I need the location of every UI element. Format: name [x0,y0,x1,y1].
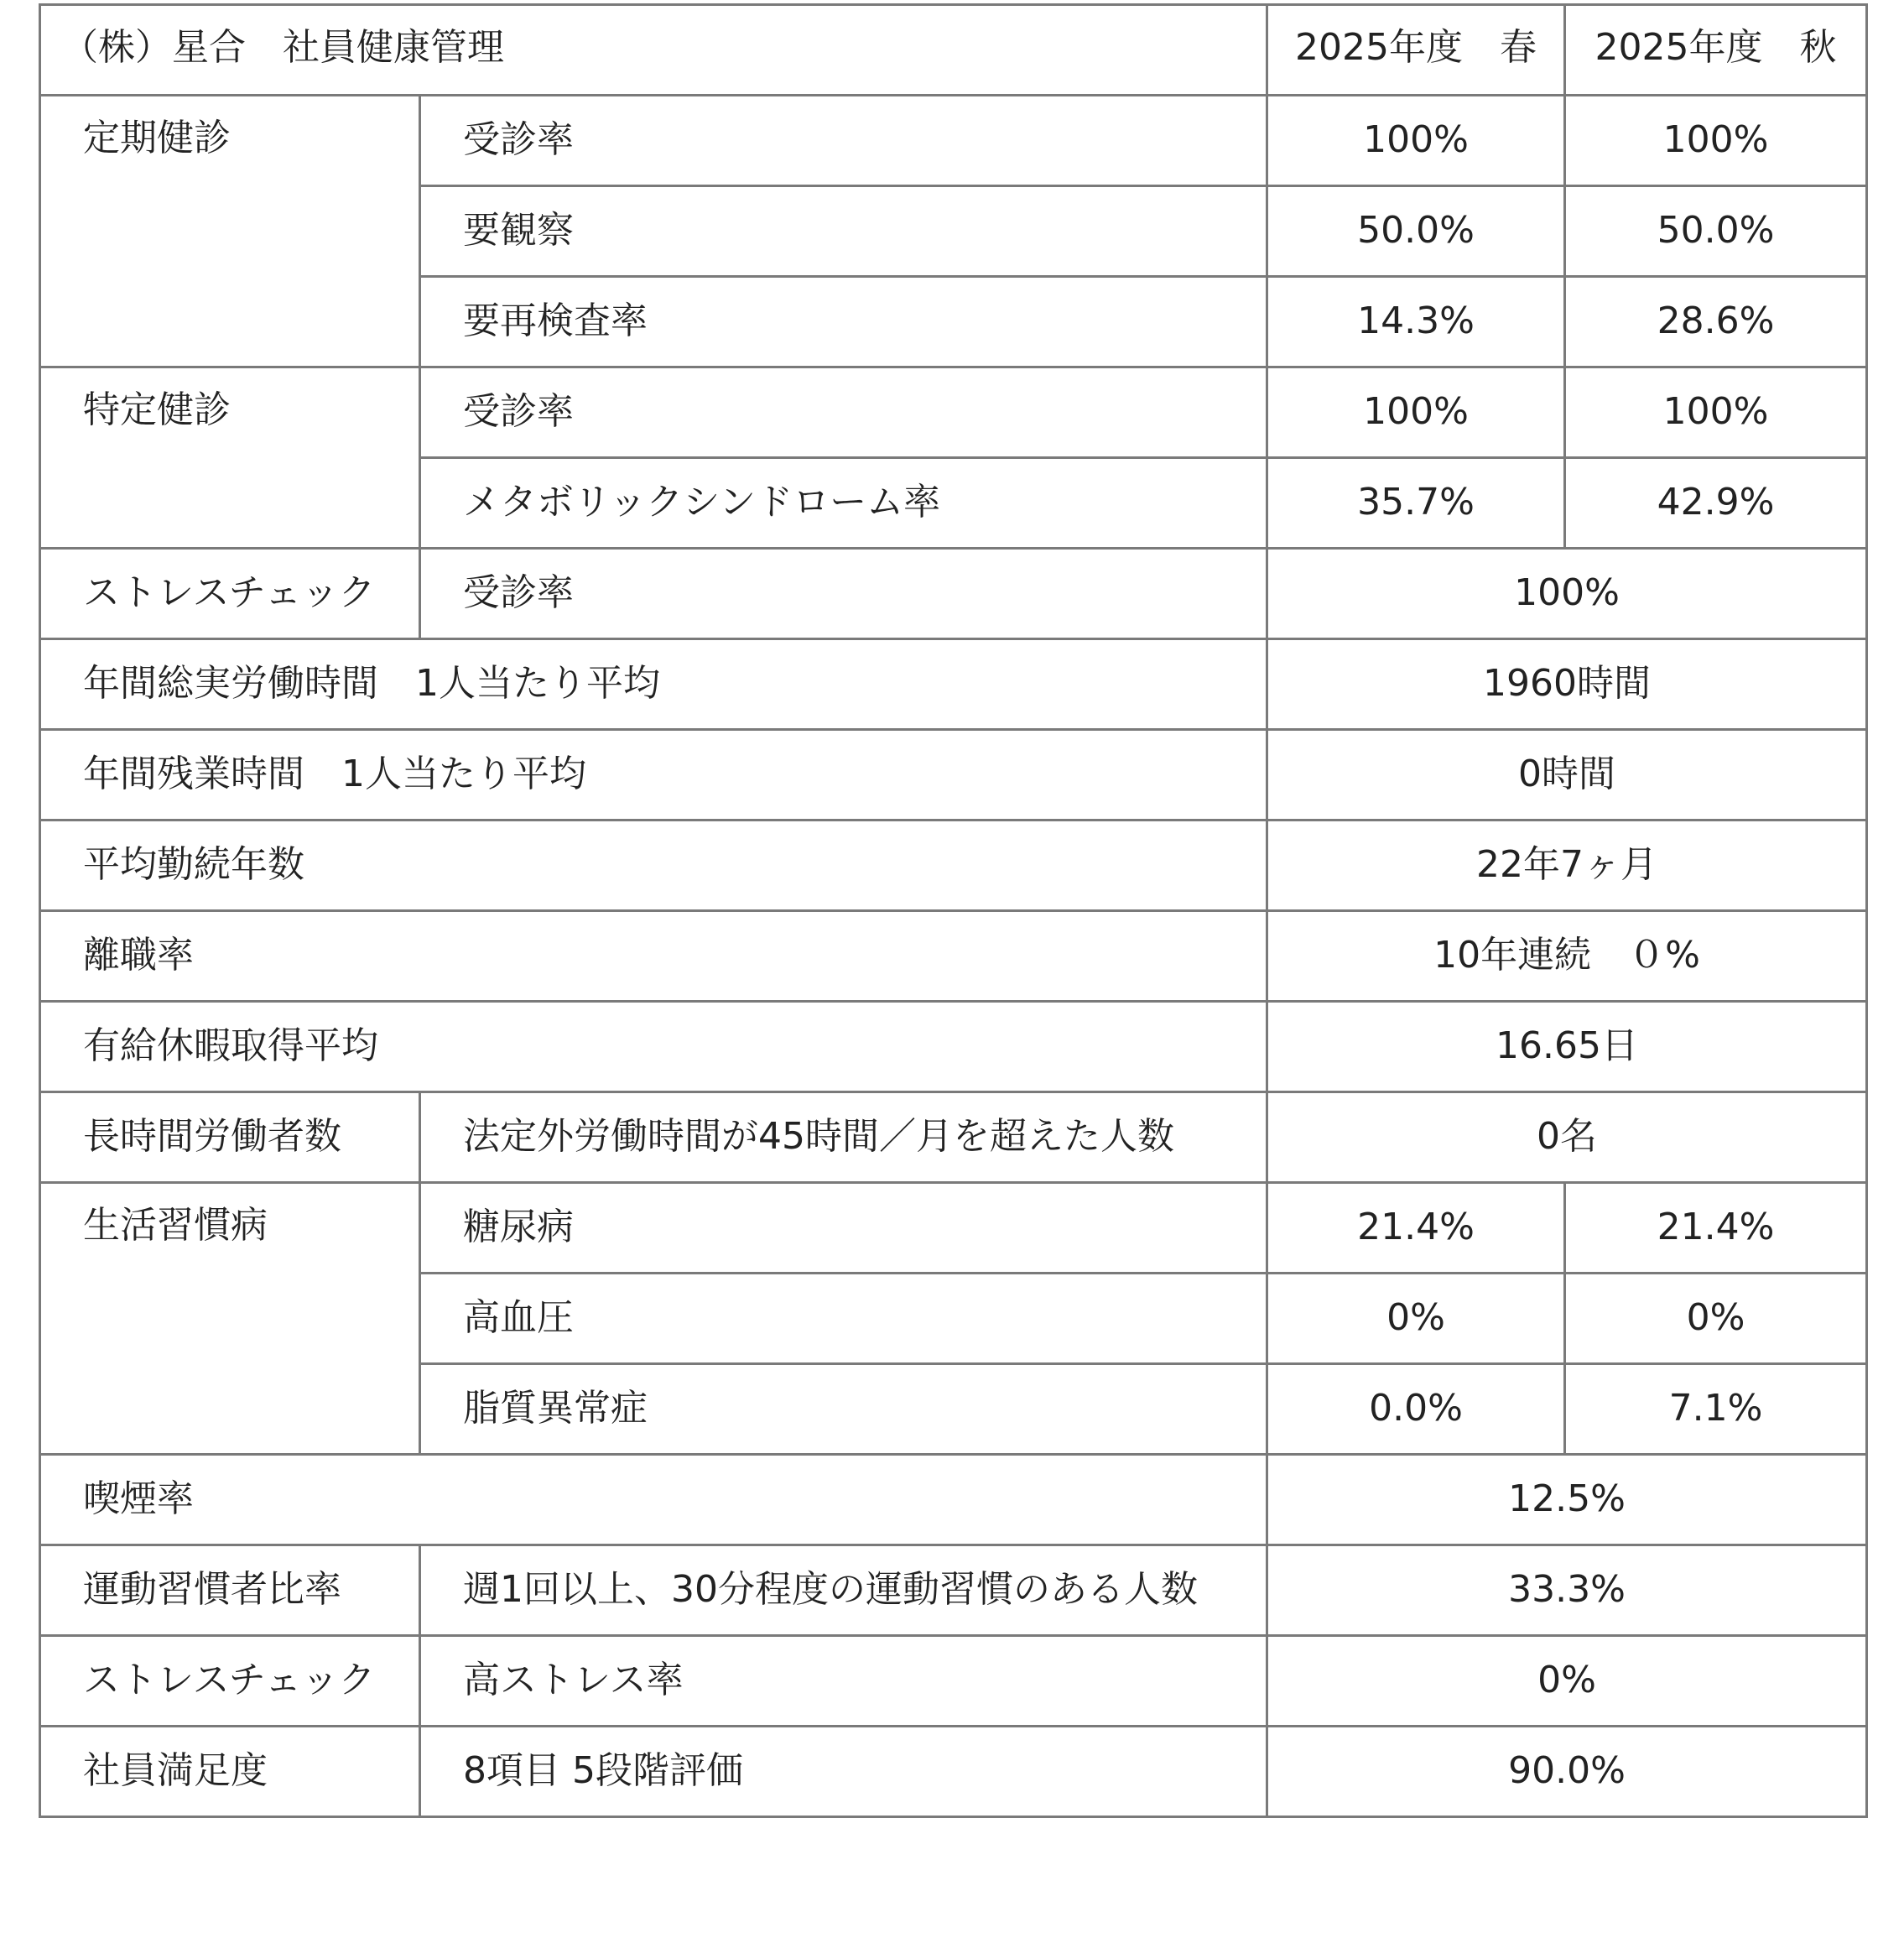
value-spring: 50.0% [1267,186,1565,277]
health-management-table [39,3,1868,1818]
header-row [40,5,1867,96]
value-autumn: 42.9% [1565,458,1867,549]
item-label: 週1回以上、30分程度の運動習慣のある人数 [420,1545,1267,1636]
item-label: 高血圧 [420,1274,1267,1364]
table-row [40,1092,1867,1183]
row-label-overtime: 年間残業時間 1人当たり平均 [40,730,1267,821]
table-row [40,1727,1867,1817]
row-label-smoking: 喫煙率 [40,1455,1267,1545]
value-merged: 0名 [1267,1092,1867,1183]
group-label-stress-check: ストレスチェック [40,1636,420,1727]
group-label-exercise: 運動習慣者比率 [40,1545,420,1636]
value-merged: 22年7ヶ月 [1267,821,1867,911]
value-autumn: 0% [1565,1274,1867,1364]
item-label: 要観察 [420,186,1267,277]
item-label: 法定外労働時間が45時間／月を超えた人数 [420,1092,1267,1183]
value-merged: 90.0% [1267,1727,1867,1817]
value-merged: 100% [1267,549,1867,639]
table-row [40,1636,1867,1727]
group-label-satisfaction: 社員満足度 [40,1727,420,1817]
table-row [40,730,1867,821]
value-autumn: 7.1% [1565,1364,1867,1455]
value-spring: 35.7% [1267,458,1565,549]
group-label-stress-check: ストレスチェック [40,549,420,639]
value-merged: 0時間 [1267,730,1867,821]
group-label-long-hours: 長時間労働者数 [40,1092,420,1183]
table-row [40,911,1867,1002]
group-label-lifestyle: 生活習慣病 [40,1183,420,1455]
item-label: 糖尿病 [420,1183,1267,1274]
value-autumn: 100% [1565,96,1867,186]
row-label-working-hours: 年間総実労働時間 1人当たり平均 [40,639,1267,730]
table-row [40,1002,1867,1092]
table-row [40,639,1867,730]
value-spring: 21.4% [1267,1183,1565,1274]
table-title: （株）星合 社員健康管理 [40,5,1267,96]
header-spring: 2025年度 春 [1267,5,1565,96]
value-merged: 33.3% [1267,1545,1867,1636]
item-label: 受診率 [420,96,1267,186]
group-label-teiki: 定期健診 [40,96,420,367]
row-label-paid-leave: 有給休暇取得平均 [40,1002,1267,1092]
value-merged: 0% [1267,1636,1867,1727]
value-spring: 0.0% [1267,1364,1565,1455]
header-autumn: 2025年度 秋 [1565,5,1867,96]
value-spring: 100% [1267,96,1565,186]
value-autumn: 28.6% [1565,277,1867,367]
table-row [40,367,1867,458]
item-label: 受診率 [420,367,1267,458]
value-spring: 100% [1267,367,1565,458]
value-autumn: 100% [1565,367,1867,458]
item-label: 受診率 [420,549,1267,639]
value-spring: 14.3% [1267,277,1565,367]
item-label: メタボリックシンドローム率 [420,458,1267,549]
value-merged: 1960時間 [1267,639,1867,730]
value-autumn: 21.4% [1565,1183,1867,1274]
value-merged: 16.65日 [1267,1002,1867,1092]
item-label: 高ストレス率 [420,1636,1267,1727]
value-merged: 10年連続 ０% [1267,911,1867,1002]
item-label: 要再検査率 [420,277,1267,367]
table-row [40,1183,1867,1274]
value-autumn: 50.0% [1565,186,1867,277]
value-spring: 0% [1267,1274,1565,1364]
table-row [40,821,1867,911]
table-row [40,1545,1867,1636]
value-merged: 12.5% [1267,1455,1867,1545]
row-label-tenure: 平均勤続年数 [40,821,1267,911]
item-label: 脂質異常症 [420,1364,1267,1455]
group-label-tokutei: 特定健診 [40,367,420,549]
row-label-turnover: 離職率 [40,911,1267,1002]
table-row [40,96,1867,186]
table-row [40,549,1867,639]
table-row [40,1455,1867,1545]
item-label: 8項目 5段階評価 [420,1727,1267,1817]
